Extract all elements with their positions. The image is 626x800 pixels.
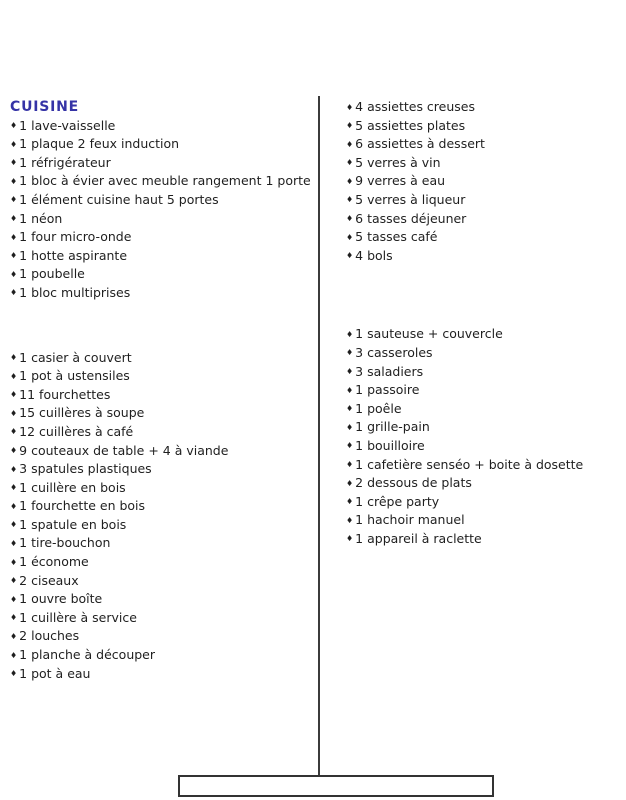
item-label: 1 économe bbox=[19, 554, 89, 570]
item-label: 2 ciseaux bbox=[19, 572, 79, 588]
bullet-icon: ♦ bbox=[10, 176, 18, 186]
bullet-icon: ♦ bbox=[10, 538, 18, 548]
bullet-icon: ♦ bbox=[10, 251, 18, 261]
list-item bbox=[10, 404, 314, 423]
item-label: 1 appareil à raclette bbox=[355, 530, 482, 546]
list-item bbox=[346, 228, 618, 247]
item-label: 1 lave-vaisselle bbox=[19, 117, 116, 133]
item-label: 1 bloc multiprises bbox=[19, 284, 131, 300]
item-label: 1 spatule en bois bbox=[19, 516, 127, 532]
bullet-icon: ♦ bbox=[10, 214, 18, 224]
item-label: 12 cuillères à café bbox=[19, 423, 134, 439]
list-item bbox=[10, 228, 314, 247]
list-item bbox=[10, 665, 314, 684]
bullet-icon: ♦ bbox=[10, 390, 18, 400]
list-item bbox=[10, 646, 314, 665]
item-label: 1 crêpe party bbox=[355, 493, 440, 509]
bullet-icon: ♦ bbox=[10, 269, 18, 279]
bullet-icon: ♦ bbox=[10, 353, 18, 363]
page-title: CUISINE bbox=[10, 99, 80, 115]
bullet-icon: ♦ bbox=[346, 385, 354, 395]
list-item bbox=[346, 154, 618, 173]
item-label: 4 assiettes creuses bbox=[355, 99, 475, 114]
bullet-icon: ♦ bbox=[10, 669, 18, 679]
bullet-icon: ♦ bbox=[346, 121, 354, 131]
list-item bbox=[10, 172, 314, 191]
list-item bbox=[346, 247, 618, 266]
bullet-icon: ♦ bbox=[10, 427, 18, 437]
section-gap bbox=[10, 303, 314, 349]
footer-box bbox=[178, 775, 494, 797]
bullet-icon: ♦ bbox=[346, 478, 354, 488]
list-item bbox=[346, 135, 618, 154]
kitchen-appliances-list bbox=[10, 117, 314, 303]
bullet-icon: ♦ bbox=[346, 515, 354, 525]
list-item bbox=[346, 456, 618, 475]
item-label: 5 verres à vin bbox=[355, 154, 441, 170]
item-label: 1 casier à couvert bbox=[19, 349, 132, 365]
item-label: 1 grille-pain bbox=[355, 419, 430, 435]
list-item bbox=[10, 349, 314, 368]
list-item bbox=[346, 381, 618, 400]
bullet-icon: ♦ bbox=[10, 139, 18, 149]
item-label: 1 planche à découper bbox=[19, 647, 156, 663]
list-item bbox=[10, 516, 314, 535]
item-label: 1 réfrigérateur bbox=[19, 154, 111, 170]
item-label: 2 louches bbox=[19, 628, 80, 644]
item-label: 1 élément cuisine haut 5 portes bbox=[19, 191, 219, 207]
list-item bbox=[10, 590, 314, 609]
bullet-icon: ♦ bbox=[346, 139, 354, 149]
list-item bbox=[346, 210, 618, 229]
list-item bbox=[10, 247, 314, 266]
utensils-list bbox=[10, 349, 314, 684]
bullet-icon: ♦ bbox=[10, 557, 18, 567]
bullet-icon: ♦ bbox=[10, 371, 18, 381]
item-label: 1 cuillère en bois bbox=[19, 479, 126, 495]
item-label: 1 bouilloire bbox=[355, 437, 425, 453]
item-label: 1 tire-bouchon bbox=[19, 535, 111, 551]
list-item bbox=[10, 154, 314, 173]
item-label: 1 néon bbox=[19, 210, 63, 226]
list-item bbox=[346, 437, 618, 456]
list-item bbox=[10, 117, 314, 136]
item-label: 3 spatules plastiques bbox=[19, 461, 152, 477]
item-label: 1 pot à ustensiles bbox=[19, 368, 130, 384]
list-item bbox=[346, 344, 618, 363]
item-label: 5 verres à liqueur bbox=[355, 191, 466, 207]
item-label: 11 fourchettes bbox=[19, 386, 111, 402]
bullet-icon: ♦ bbox=[346, 232, 354, 242]
list-item bbox=[10, 553, 314, 572]
list-item bbox=[10, 191, 314, 210]
list-item bbox=[346, 363, 618, 382]
list-item bbox=[346, 418, 618, 437]
bullet-icon: ♦ bbox=[10, 594, 18, 604]
list-item bbox=[10, 284, 314, 303]
list-item bbox=[346, 400, 618, 419]
item-label: 1 hachoir manuel bbox=[355, 512, 465, 528]
item-label: 15 cuillères à soupe bbox=[19, 405, 145, 421]
bullet-icon: ♦ bbox=[10, 232, 18, 242]
item-label: 3 saladiers bbox=[355, 363, 424, 379]
list-item bbox=[346, 474, 618, 493]
bullet-icon: ♦ bbox=[10, 520, 18, 530]
bullet-icon: ♦ bbox=[346, 329, 354, 339]
bullet-icon: ♦ bbox=[10, 631, 18, 641]
list-item bbox=[346, 511, 618, 530]
bullet-icon: ♦ bbox=[346, 404, 354, 414]
item-label: 9 couteaux de table + 4 à viande bbox=[19, 442, 229, 458]
list-item bbox=[10, 265, 314, 284]
bullet-icon: ♦ bbox=[346, 176, 354, 186]
bullet-icon: ♦ bbox=[346, 422, 354, 432]
item-label: 1 poubelle bbox=[19, 266, 85, 282]
item-label: 1 cafetière senséo + boite à dosette bbox=[355, 456, 584, 472]
bullet-icon: ♦ bbox=[346, 102, 354, 112]
list-item bbox=[10, 609, 314, 628]
item-label: 1 hotte aspirante bbox=[19, 247, 128, 263]
bullet-icon: ♦ bbox=[10, 464, 18, 474]
right-column bbox=[346, 98, 618, 548]
item-label: 6 tasses déjeuner bbox=[355, 210, 467, 226]
bullet-icon: ♦ bbox=[346, 214, 354, 224]
item-label: 3 casseroles bbox=[355, 344, 433, 360]
bullet-icon: ♦ bbox=[10, 501, 18, 511]
bullet-icon: ♦ bbox=[10, 613, 18, 623]
bullet-icon: ♦ bbox=[10, 576, 18, 586]
list-item bbox=[346, 117, 618, 136]
item-label: 4 bols bbox=[355, 247, 393, 263]
item-label: 1 pot à eau bbox=[19, 665, 91, 681]
item-label: 6 assiettes à dessert bbox=[355, 136, 485, 152]
bullet-icon: ♦ bbox=[346, 497, 354, 507]
item-label: 5 tasses café bbox=[355, 229, 438, 245]
list-item bbox=[346, 325, 618, 344]
item-label: 1 fourchette en bois bbox=[19, 498, 146, 514]
list-item bbox=[346, 98, 618, 117]
bullet-icon: ♦ bbox=[10, 195, 18, 205]
list-item bbox=[346, 530, 618, 549]
item-label: 1 ouvre boîte bbox=[19, 591, 103, 607]
list-item bbox=[10, 460, 314, 479]
list-item bbox=[10, 534, 314, 553]
bullet-icon: ♦ bbox=[10, 650, 18, 660]
bullet-icon: ♦ bbox=[10, 446, 18, 455]
item-label: 1 plaque 2 feux induction bbox=[19, 136, 180, 152]
list-item bbox=[346, 191, 618, 210]
bullet-icon: ♦ bbox=[346, 367, 354, 377]
item-label: 1 cuillère à service bbox=[19, 609, 137, 625]
bullet-icon: ♦ bbox=[346, 534, 354, 544]
item-label: 1 four micro-onde bbox=[19, 229, 132, 245]
list-item bbox=[10, 479, 314, 498]
bullet-icon: ♦ bbox=[10, 121, 18, 131]
tableware-list bbox=[346, 98, 618, 265]
list-item bbox=[346, 493, 618, 512]
bullet-icon: ♦ bbox=[346, 460, 354, 469]
bullet-icon: ♦ bbox=[346, 195, 354, 205]
list-item bbox=[10, 423, 314, 442]
item-label: 5 assiettes plates bbox=[355, 117, 466, 133]
list-item bbox=[10, 386, 314, 405]
bullet-icon: ♦ bbox=[346, 251, 354, 261]
bullet-icon: ♦ bbox=[10, 158, 18, 168]
bullet-icon: ♦ bbox=[10, 288, 18, 298]
item-label: 2 dessous de plats bbox=[355, 475, 472, 491]
list-item bbox=[10, 442, 314, 461]
bullet-icon: ♦ bbox=[10, 483, 18, 493]
list-item bbox=[10, 135, 314, 154]
item-label: 1 passoire bbox=[355, 382, 420, 398]
item-label: 1 poêle bbox=[355, 400, 402, 416]
column-divider-line bbox=[318, 96, 320, 775]
bullet-icon: ♦ bbox=[346, 348, 354, 358]
bullet-icon: ♦ bbox=[346, 158, 354, 168]
list-item bbox=[10, 367, 314, 386]
list-item bbox=[10, 497, 314, 516]
item-label: 9 verres à eau bbox=[355, 173, 446, 189]
bullet-icon: ♦ bbox=[10, 408, 18, 418]
list-item bbox=[10, 572, 314, 591]
item-label: 1 sauteuse + couvercle bbox=[355, 326, 503, 342]
cookware-list bbox=[346, 325, 618, 548]
list-item bbox=[10, 627, 314, 646]
left-column bbox=[10, 98, 314, 683]
item-label: 1 bloc à évier avec meuble rangement 1 porte bbox=[19, 173, 311, 189]
section-gap bbox=[346, 265, 618, 325]
list-item bbox=[10, 210, 314, 229]
list-item bbox=[346, 172, 618, 191]
bullet-icon: ♦ bbox=[346, 441, 354, 451]
